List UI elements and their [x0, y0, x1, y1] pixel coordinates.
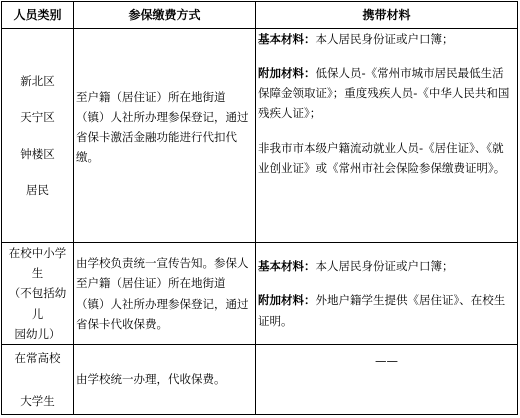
insurance-table — [1, 1, 518, 415]
category-cell — [2, 243, 74, 345]
category-line: 在校中小学生 — [8, 246, 67, 281]
extra-materials — [258, 290, 515, 330]
header-materials: 携带材料 — [256, 2, 518, 29]
basic-materials — [258, 29, 515, 49]
header-category: 人员类别 — [2, 2, 74, 29]
category-line: 园幼儿） — [14, 326, 61, 341]
table-row — [2, 345, 518, 415]
category-line: 大学生 — [20, 393, 55, 408]
extra-text: 低保人员-《常州市城市居民最低生活保障金领取证》；重度残疾人员-《中华人民共和国残疾人证》； — [258, 66, 510, 121]
method-cell: 由学校负责统一宣传告知。参保人至户籍（居住证）所在地街道（镇）人社所办理参保登记，通过省保卡代收保费。 — [74, 243, 256, 345]
method-cell: 至户籍（居住证）所在地街道（镇）人社所办理参保登记，通过省保卡激活金融功能进行代扣代缴。 — [74, 29, 256, 243]
category-cell — [2, 29, 74, 243]
extra-label: 附加材料： — [258, 66, 316, 81]
basic-label: 基本材料： — [258, 259, 316, 274]
category-line: 居民 — [26, 182, 49, 197]
category-cell — [2, 345, 74, 415]
basic-label: 基本材料： — [258, 32, 316, 46]
category-line: （不包括幼儿 — [8, 286, 67, 321]
materials-cell: —— — [256, 345, 518, 415]
materials-cell — [256, 243, 518, 345]
category-line: 在常高校 — [14, 351, 61, 366]
category-line: 钟楼区 — [20, 146, 55, 161]
basic-materials — [258, 256, 515, 276]
table-row — [2, 243, 518, 345]
method-cell: 由学校统一办理，代收保费。 — [74, 345, 256, 415]
extra-label: 附加材料： — [258, 293, 316, 308]
category-line: 天宁区 — [20, 110, 55, 125]
materials-cell — [256, 29, 518, 243]
materials-note: 非我市市本级户籍流动就业人员-《居住证》、《就业创业证》或《常州市社会保险参保缴费证明》。 — [258, 140, 506, 175]
category-line: 新北区 — [20, 74, 55, 89]
basic-text: 本人居民身份证或户口簿； — [315, 32, 454, 46]
table-row — [2, 29, 518, 243]
basic-text: 本人居民身份证或户口簿； — [315, 259, 454, 274]
header-method: 参保缴费方式 — [74, 2, 256, 29]
header-row — [2, 2, 518, 29]
extra-materials — [258, 63, 515, 123]
extra-text: 外地户籍学生提供《居住证》、在校生证明。 — [258, 293, 506, 328]
